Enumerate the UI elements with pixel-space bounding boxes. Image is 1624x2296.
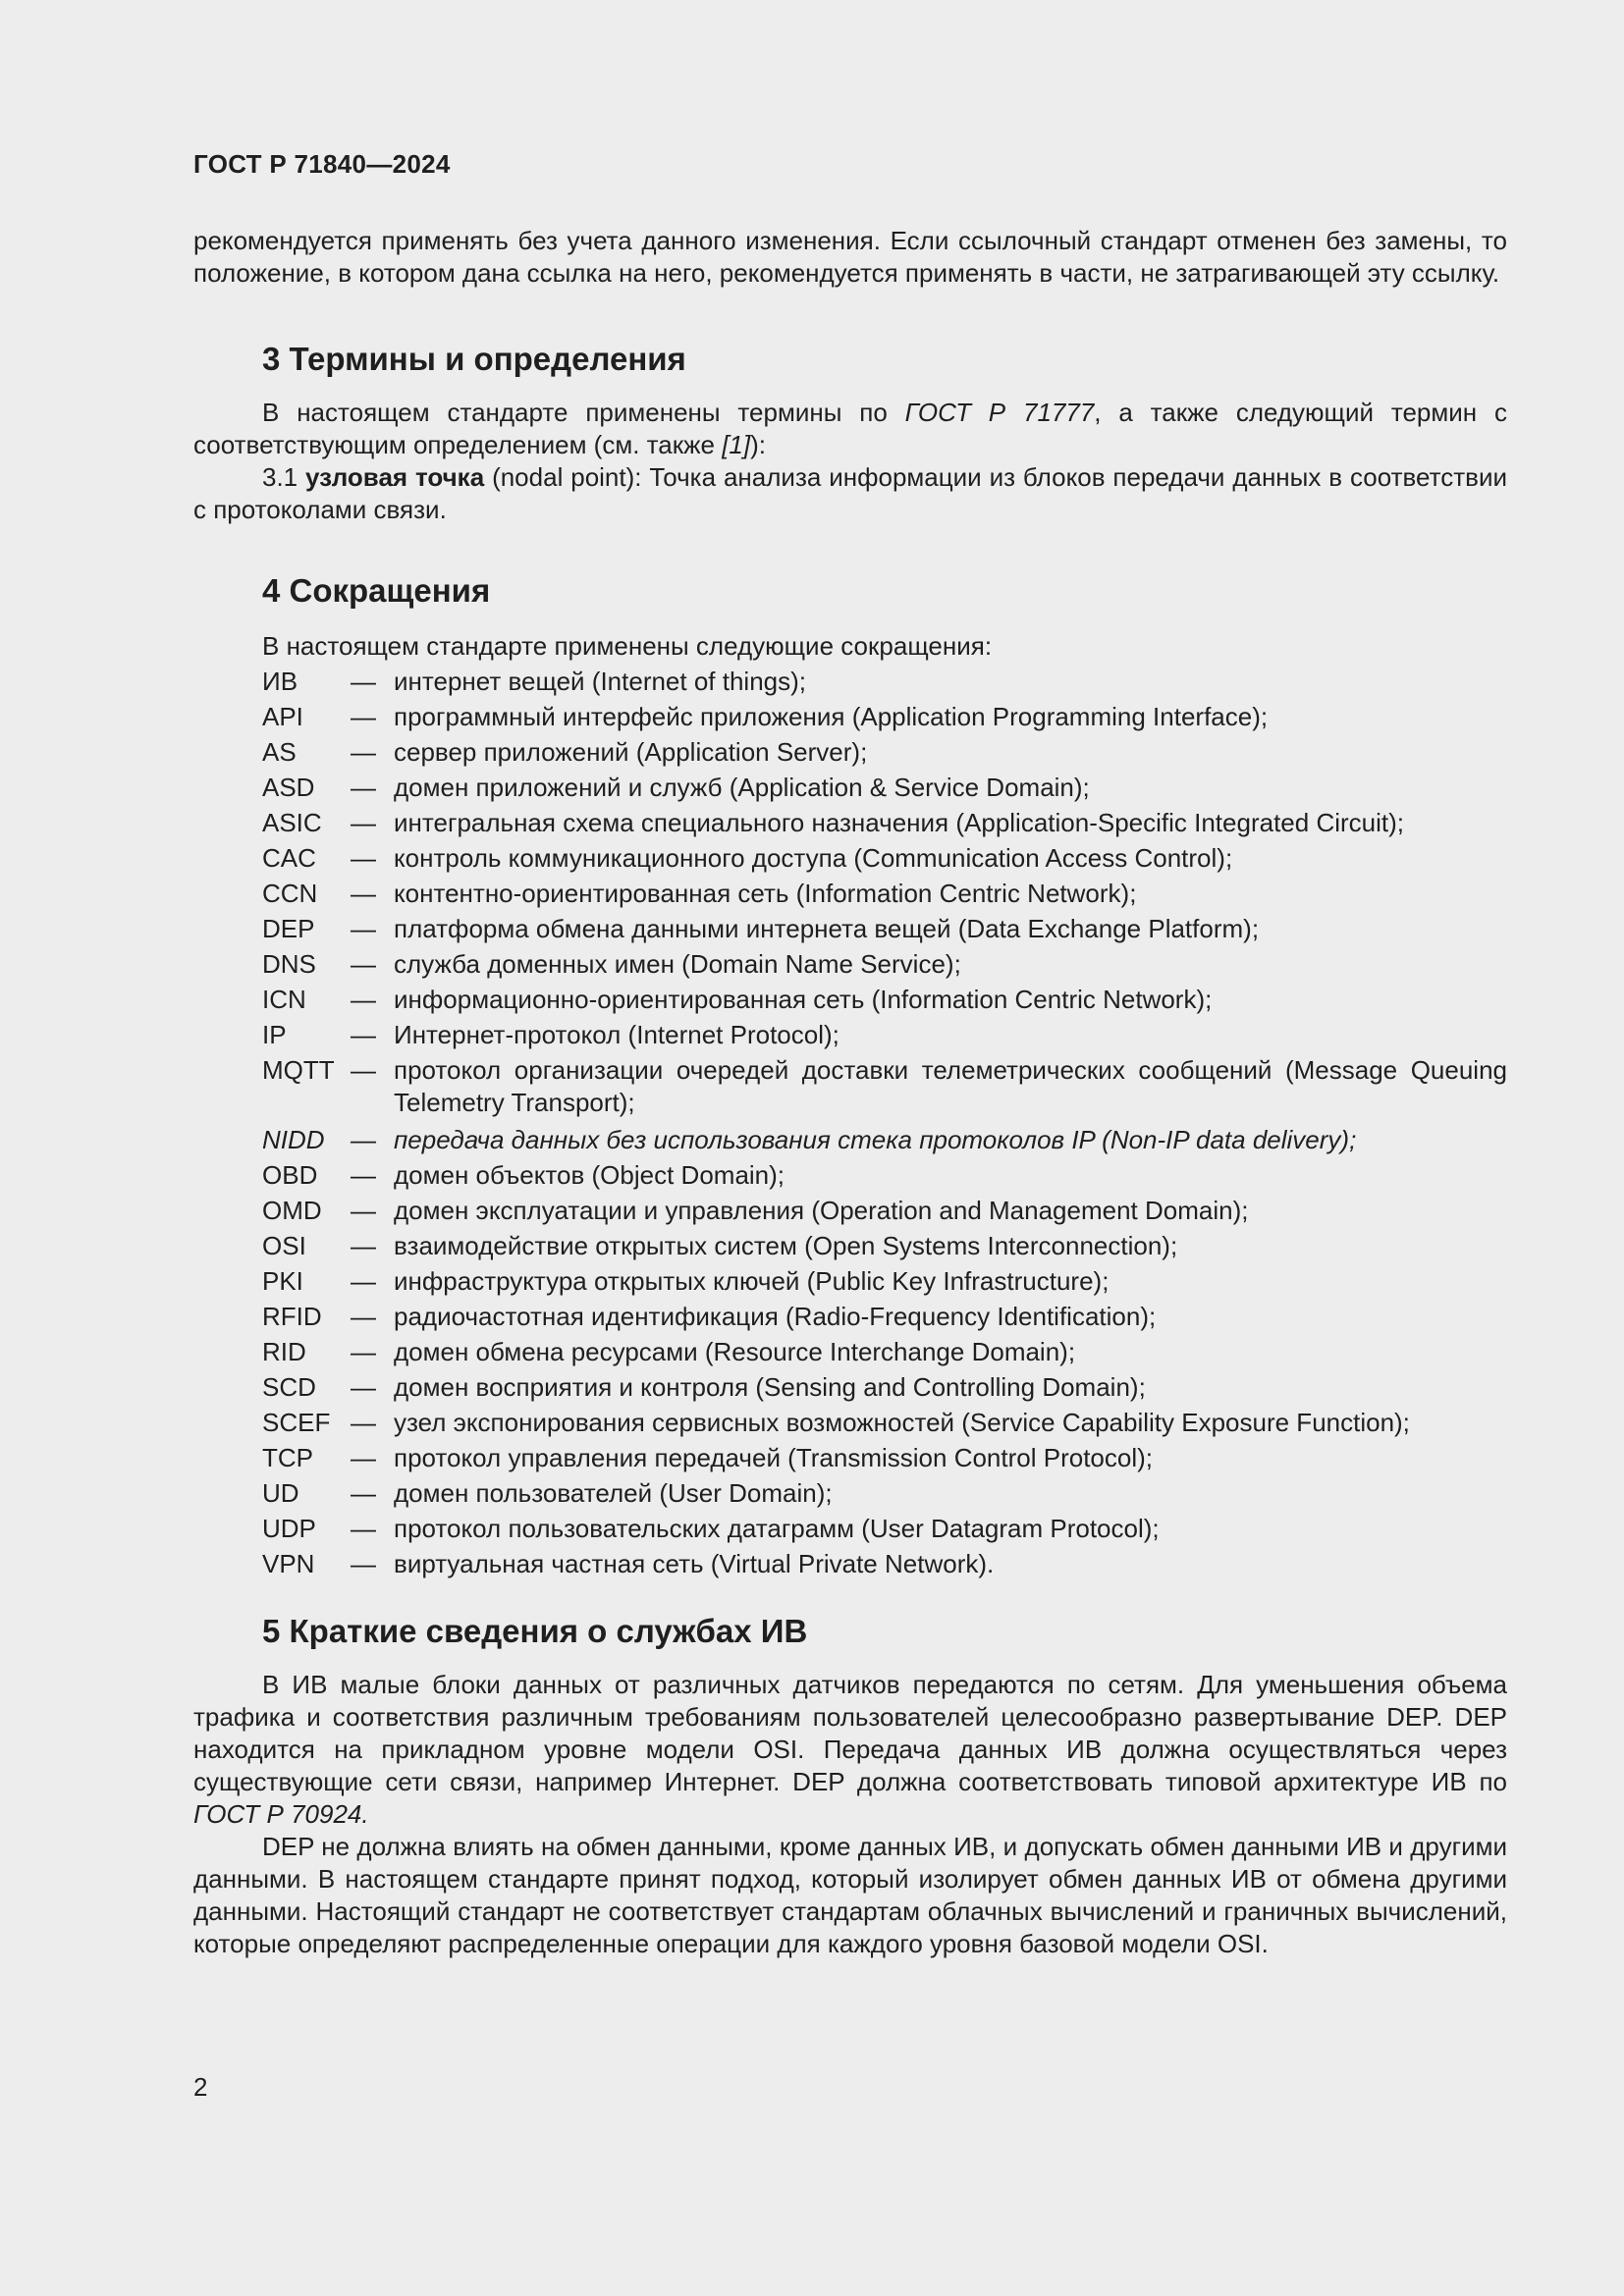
term-definition bbox=[193, 461, 1507, 526]
abbreviation-code: OBD bbox=[262, 1160, 318, 1190]
abbreviation-dash: — bbox=[351, 1055, 376, 1085]
abbreviation-item bbox=[262, 1546, 1507, 1581]
abbreviation-definition: инфраструктура открытых ключей (Public Key Infrastructure); bbox=[394, 1266, 1110, 1296]
abbreviation-code: CAC bbox=[262, 843, 316, 873]
section-3-paragraph bbox=[193, 397, 1507, 461]
abbreviation-item bbox=[262, 1334, 1507, 1369]
abbreviation-item bbox=[262, 1122, 1507, 1157]
abbreviation-dash: — bbox=[351, 1302, 376, 1331]
abbreviation-item bbox=[262, 1511, 1507, 1546]
abbreviation-code: NIDD bbox=[262, 1125, 325, 1154]
abbreviation-code: DEP bbox=[262, 914, 315, 943]
abbreviation-definition: виртуальная частная сеть (Virtual Private Network). bbox=[394, 1549, 995, 1578]
abbreviation-definition: домен объектов (Object Domain); bbox=[394, 1160, 785, 1190]
abbreviation-dash: — bbox=[351, 1514, 376, 1543]
abbreviation-item bbox=[262, 770, 1507, 805]
abbreviation-code: UDP bbox=[262, 1514, 316, 1543]
abbreviation-code: IP bbox=[262, 1020, 287, 1049]
abbreviation-item bbox=[262, 1299, 1507, 1334]
section-3-title: 3 Термины и определения bbox=[262, 341, 686, 377]
abbreviation-item bbox=[262, 1440, 1507, 1475]
document-header: ГОСТ Р 71840—2024 bbox=[193, 149, 451, 179]
standard-reference: ГОСТ Р 70924 bbox=[193, 1799, 362, 1829]
text-fragment: В настоящем стандарте применены термины по bbox=[262, 398, 905, 427]
term-name: узловая точка bbox=[305, 462, 485, 492]
abbreviation-code: PKI bbox=[262, 1266, 303, 1296]
abbreviation-dash: — bbox=[351, 1478, 376, 1508]
abbreviation-item bbox=[262, 805, 1507, 840]
abbreviation-dash: — bbox=[351, 1196, 376, 1225]
abbreviation-definition: платформа обмена данными интернета вещей (Data Exchange Platform); bbox=[394, 914, 1260, 943]
abbreviations-list bbox=[193, 664, 1507, 1581]
abbreviation-dash: — bbox=[351, 949, 376, 979]
text-fragment: ): bbox=[750, 430, 766, 459]
abbreviation-item bbox=[262, 840, 1507, 876]
abbreviation-definition: домен пользователей (User Domain); bbox=[394, 1478, 833, 1508]
abbreviation-definition: программный интерфейс приложения (Application Programming Interface); bbox=[394, 702, 1269, 731]
abbreviation-dash: — bbox=[351, 1231, 376, 1260]
text-fragment: , а также следующий термин с соответствующим определением (см. также bbox=[193, 398, 1507, 459]
section-5-paragraph-1 bbox=[193, 1669, 1507, 1831]
abbreviation-dash: — bbox=[351, 737, 376, 767]
abbreviation-code: RID bbox=[262, 1337, 306, 1366]
abbreviation-code: DNS bbox=[262, 949, 316, 979]
bibliography-reference: [1] bbox=[722, 430, 751, 459]
abbreviation-dash: — bbox=[351, 914, 376, 943]
abbreviation-definition: Интернет-протокол (Internet Protocol); bbox=[394, 1020, 839, 1049]
abbreviation-definition: узел экспонирования сервисных возможностей (Service Capability Exposure Function); bbox=[394, 1408, 1410, 1437]
abbreviation-dash: — bbox=[351, 1372, 376, 1402]
abbreviation-dash: — bbox=[351, 1125, 376, 1154]
abbreviation-item bbox=[262, 1052, 1507, 1122]
abbreviation-dash: — bbox=[351, 1160, 376, 1190]
abbreviation-item bbox=[262, 1193, 1507, 1228]
abbreviation-code: UD bbox=[262, 1478, 299, 1508]
abbreviation-item bbox=[262, 1017, 1507, 1052]
document-body bbox=[193, 225, 1507, 1960]
abbreviation-item bbox=[262, 1405, 1507, 1440]
abbreviation-dash: — bbox=[351, 1266, 376, 1296]
abbreviation-definition: служба доменных имен (Domain Name Service); bbox=[394, 949, 961, 979]
abbreviation-code: ASIC bbox=[262, 808, 322, 837]
term-text: (nodal point): Точка анализа информации из блоков передачи данных в соответствии с протоколами связи. bbox=[193, 462, 1508, 524]
abbreviations-intro: В настоящем стандарте применены следующие сокращения: bbox=[262, 631, 993, 661]
term-number: 3.1 bbox=[262, 462, 306, 492]
abbreviation-dash: — bbox=[351, 667, 376, 696]
page-number: 2 bbox=[193, 2072, 208, 2102]
abbreviation-definition: радиочастотная идентификация (Radio-Frequency Identification); bbox=[394, 1302, 1157, 1331]
abbreviation-item bbox=[262, 1263, 1507, 1299]
abbreviation-definition: контентно-ориентированная сеть (Information Centric Network); bbox=[394, 879, 1137, 908]
abbreviation-item bbox=[262, 1369, 1507, 1405]
abbreviation-code: AS bbox=[262, 737, 297, 767]
abbreviation-dash: — bbox=[351, 1020, 376, 1049]
abbreviation-item bbox=[262, 982, 1507, 1017]
abbreviation-code: MQTT bbox=[262, 1055, 335, 1085]
abbreviation-dash: — bbox=[351, 773, 376, 802]
abbreviation-definition: протокол организации очередей доставки телеметрических сообщений (Message Queuing Telemetry Transport); bbox=[394, 1055, 1507, 1117]
abbreviation-item bbox=[262, 946, 1507, 982]
abbreviation-dash: — bbox=[351, 808, 376, 837]
abbreviation-definition: домен приложений и служб (Application & Service Domain); bbox=[394, 773, 1090, 802]
abbreviation-dash: — bbox=[351, 879, 376, 908]
abbreviation-item bbox=[262, 1475, 1507, 1511]
abbreviation-definition: домен обмена ресурсами (Resource Interchange Domain); bbox=[394, 1337, 1076, 1366]
abbreviation-dash: — bbox=[351, 1337, 376, 1366]
abbreviation-definition: взаимодействие открытых систем (Open Systems Interconnection); bbox=[394, 1231, 1178, 1260]
abbreviation-code: OSI bbox=[262, 1231, 306, 1260]
abbreviation-code: ICN bbox=[262, 985, 306, 1014]
section-5-title: 5 Краткие сведения о службах ИВ bbox=[262, 1613, 808, 1649]
abbreviation-code: OMD bbox=[262, 1196, 322, 1225]
abbreviation-code: RFID bbox=[262, 1302, 322, 1331]
abbreviation-code: API bbox=[262, 702, 303, 731]
abbreviation-item bbox=[262, 699, 1507, 734]
abbreviation-definition: интегральная схема специального назначения (Application-Specific Integrated Circuit); bbox=[394, 808, 1404, 837]
abbreviation-code: SCEF bbox=[262, 1408, 331, 1437]
abbreviation-item bbox=[262, 1228, 1507, 1263]
text-fragment: . bbox=[361, 1799, 369, 1829]
abbreviation-code: ИВ bbox=[262, 667, 298, 696]
abbreviation-item bbox=[262, 911, 1507, 946]
abbreviation-definition: протокол пользовательских датаграмм (User Datagram Protocol); bbox=[394, 1514, 1160, 1543]
abbreviation-item bbox=[262, 734, 1507, 770]
abbreviation-code: ASD bbox=[262, 773, 315, 802]
abbreviation-code: SCD bbox=[262, 1372, 316, 1402]
abbreviation-definition: контроль коммуникационного доступа (Communication Access Control); bbox=[394, 843, 1233, 873]
intro-paragraph: рекомендуется применять без учета данного изменения. Если ссылочный стандарт отменен без замены, то положение, в котором дана ссылка на него, рекомендуется применять в части, не затрагивающей эту ссылку. bbox=[193, 226, 1507, 288]
abbreviation-dash: — bbox=[351, 843, 376, 873]
abbreviation-item bbox=[262, 876, 1507, 911]
abbreviation-definition: домен эксплуатации и управления (Operation and Management Domain); bbox=[394, 1196, 1249, 1225]
section-4-title: 4 Сокращения bbox=[262, 572, 491, 609]
section-5-paragraph-2: DEP не должна влиять на обмен данными, кроме данных ИВ, и допускать обмен данными ИВ и другими данными. В настоящем стандарте принят подход, который изолирует обмен данных ИВ от обмена другими данными. Настоящий стандарт не соответствует стандартам облачных вычислений и граничных вычислений, которые определяют распределенные операции для каждого уровня базовой модели OSI. bbox=[193, 1832, 1507, 1958]
abbreviation-dash: — bbox=[351, 1408, 376, 1437]
abbreviation-code: VPN bbox=[262, 1549, 315, 1578]
standard-reference: ГОСТ Р 71777 bbox=[904, 398, 1095, 427]
abbreviation-definition: информационно-ориентированная сеть (Information Centric Network); bbox=[394, 985, 1213, 1014]
abbreviation-item bbox=[262, 664, 1507, 699]
abbreviation-definition: интернет вещей (Internet of things); bbox=[394, 667, 807, 696]
abbreviation-dash: — bbox=[351, 985, 376, 1014]
abbreviation-item bbox=[262, 1157, 1507, 1193]
abbreviation-definition: передача данных без использования стека протоколов IP (Non-IP data delivery); bbox=[394, 1125, 1357, 1154]
abbreviation-definition: домен восприятия и контроля (Sensing and Controlling Domain); bbox=[394, 1372, 1146, 1402]
abbreviation-definition: протокол управления передачей (Transmission Control Protocol); bbox=[394, 1443, 1153, 1472]
abbreviation-dash: — bbox=[351, 1443, 376, 1472]
text-fragment: В ИВ малые блоки данных от различных датчиков передаются по сетям. Для уменьшения объема трафика и соответствия различным требованиям пользователей целесообразно развертывание DEP. DEP находится на прикладном уровне модели OSI. Передача данных ИВ должна осуществляться через существующие сети связи, например Интернет. DEP должна соответствовать типовой архитектуре ИВ по bbox=[193, 1670, 1507, 1796]
abbreviation-code: TCP bbox=[262, 1443, 313, 1472]
abbreviation-code: CCN bbox=[262, 879, 318, 908]
abbreviation-dash: — bbox=[351, 1549, 376, 1578]
abbreviation-definition: сервер приложений (Application Server); bbox=[394, 737, 868, 767]
abbreviation-dash: — bbox=[351, 702, 376, 731]
